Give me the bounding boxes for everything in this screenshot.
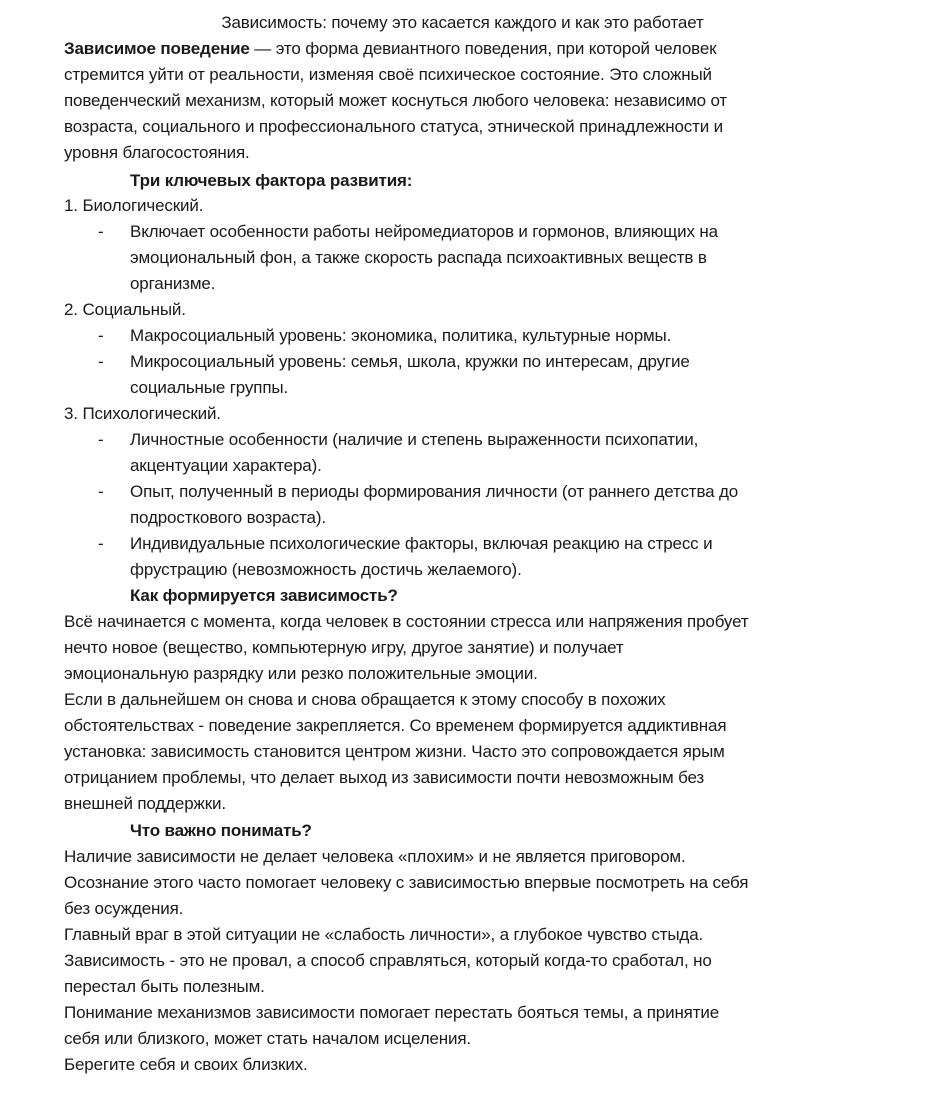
factors-heading: Три ключевых фактора развития:	[130, 171, 413, 190]
formation-line: нечто новое (вещество, компьютерную игру, другое занятие) и получает	[64, 638, 624, 657]
intro-line-3: поведенческий механизм, который может коснуться любого человека: независимо от	[64, 91, 728, 110]
formation-heading: Как формируется зависимость?	[130, 586, 398, 605]
intro-line-4: возраста, социального и профессионального статуса, этнической принадлежности и	[64, 117, 724, 136]
factor-label-1: 1. Биологический.	[64, 196, 204, 215]
important-line: Зависимость - это не провал, а способ справляться, который когда-то сработал, но	[64, 951, 712, 970]
formation-line: отрицанием проблемы, что делает выход из зависимости почти невозможным без	[64, 768, 705, 787]
bullet-line: эмоциональный фон, а также скорость распада психоактивных веществ в	[130, 248, 707, 267]
intro-text: — это форма девиантного поведения, при которой человек	[249, 39, 717, 58]
bullet-dash: -	[98, 482, 104, 501]
bullet-dash: -	[98, 222, 104, 241]
formation-line: обстоятельствах - поведение закрепляется. Со временем формируется аддиктивная	[64, 716, 727, 735]
factor-label-3: 3. Психологический.	[64, 404, 221, 423]
bullet-line: Личностные особенности (наличие и степень выраженности психопатии,	[130, 430, 699, 449]
formation-line: Если в дальнейшем он снова и снова обращается к этому способу в похожих	[64, 690, 666, 709]
important-line: себя или близкого, может стать началом исцеления.	[64, 1029, 471, 1048]
bullet-line: организме.	[130, 274, 216, 293]
important-line: Наличие зависимости не делает человека «плохим» и не является приговором.	[64, 847, 686, 866]
intro-line-2: стремится уйти от реальности, изменяя своё психическое состояние. Это сложный	[64, 65, 712, 84]
important-line: Понимание механизмов зависимости помогает перестать бояться темы, а принятие	[64, 1003, 720, 1022]
bullet-line: Включает особенности работы нейромедиаторов и гормонов, влияющих на	[130, 222, 718, 241]
bullet-line: социальные группы.	[130, 378, 289, 397]
bullet-dash: -	[98, 326, 104, 345]
bullet-line: Макросоциальный уровень: экономика, политика, культурные нормы.	[130, 326, 672, 345]
factor-label-2: 2. Социальный.	[64, 300, 186, 319]
formation-line: эмоциональную разрядку или резко положительные эмоции.	[64, 664, 538, 683]
important-line: Главный враг в этой ситуации не «слабость личности», а глубокое чувство стыда.	[64, 925, 704, 944]
bullet-line: подросткового возраста).	[130, 508, 326, 527]
bullet-line: Опыт, полученный в периоды формирования личности (от раннего детства до	[130, 482, 739, 501]
important-line: перестал быть полезным.	[64, 977, 265, 996]
bullet-dash: -	[98, 534, 104, 553]
important-heading: Что важно понимать?	[130, 821, 312, 840]
formation-line: внешней поддержки.	[64, 794, 226, 813]
intro-bold-term: Зависимое поведение	[64, 39, 250, 58]
bullet-line: акцентуации характера).	[130, 456, 322, 475]
formation-line: установка: зависимость становится центром жизни. Часто это сопровождается ярым	[64, 742, 725, 761]
intro-line-1	[64, 36, 716, 62]
important-line: Берегите себя и своих близких.	[64, 1055, 308, 1074]
bullet-line: Микросоциальный уровень: семья, школа, кружки по интересам, другие	[130, 352, 690, 371]
intro-line-5: уровня благосостояния.	[64, 143, 250, 162]
bullet-line: Индивидуальные психологические факторы, включая реакцию на стресс и	[130, 534, 713, 553]
formation-line: Всё начинается с момента, когда человек в состоянии стресса или напряжения пробует	[64, 612, 749, 631]
bullet-dash: -	[98, 430, 104, 449]
bullet-dash: -	[98, 352, 104, 371]
document-title: Зависимость: почему это касается каждого и как это работает	[221, 13, 704, 32]
important-line: без осуждения.	[64, 899, 184, 918]
bullet-line: фрустрацию (невозможность достичь желаемого).	[130, 560, 522, 579]
important-line: Осознание этого часто помогает человеку с зависимостью впервые посмотреть на себя	[64, 873, 749, 892]
